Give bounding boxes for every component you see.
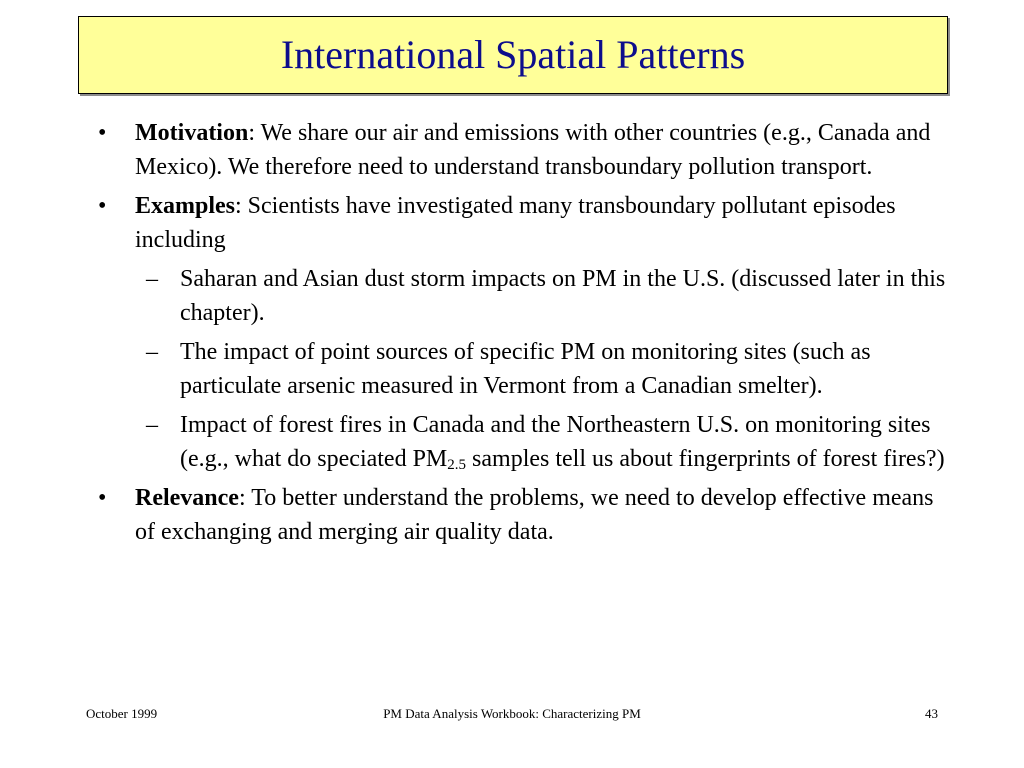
pm-subscript: 2.5 — [447, 457, 467, 473]
sub-bullet-text: Saharan and Asian dust storm impacts on PM in the U.S. (discussed later in this chapter). — [180, 266, 946, 326]
sub-bullet-text: The impact of point sources of specific PM on monitoring sites (such as particulate arsenic measured in Vermont from a Canadian smelter). — [180, 339, 871, 399]
dash-marker: – — [146, 266, 158, 292]
footer-page-number: 43 — [925, 706, 938, 721]
bullet-motivation — [92, 116, 952, 184]
motivation-text: : We share our air and emissions with other countries (e.g., Canada and Mexico). We therefore need to understand transboundary pollution transport. — [135, 120, 931, 180]
bullet-marker: • — [98, 193, 107, 219]
sub-bullet-text-after: samples tell us about fingerprints of forest fires?) — [466, 446, 945, 472]
examples-label: Examples — [135, 193, 236, 219]
sub-bullet-dust-storms — [92, 262, 952, 330]
sub-bullet-forest-fires — [92, 408, 952, 476]
relevance-label: Relevance — [135, 485, 239, 511]
slide-title: International Spatial Patterns — [280, 32, 746, 77]
slide-body — [92, 116, 952, 554]
relevance-text: : To better understand the problems, we need to develop effective means of exchanging and merging air quality data. — [135, 485, 934, 545]
title-box — [78, 16, 948, 94]
sub-bullet-point-sources — [92, 335, 952, 403]
dash-marker: – — [146, 412, 158, 438]
bullet-relevance — [92, 481, 952, 549]
bullet-marker: • — [98, 485, 107, 511]
footer-title: PM Data Analysis Workbook: Characterizing PM — [383, 706, 641, 721]
examples-text: : Scientists have investigated many transboundary pollutant episodes including — [135, 193, 896, 253]
footer-date: October 1999 — [86, 706, 158, 721]
sub-bullet-text-before: Impact of forest fires in Canada and the Northeastern U.S. on monitoring sites (e.g., what do speciated PM — [180, 412, 931, 472]
bullet-marker: • — [98, 120, 107, 146]
motivation-label: Motivation — [135, 120, 249, 146]
bullet-examples — [92, 189, 952, 257]
dash-marker: – — [146, 339, 158, 365]
